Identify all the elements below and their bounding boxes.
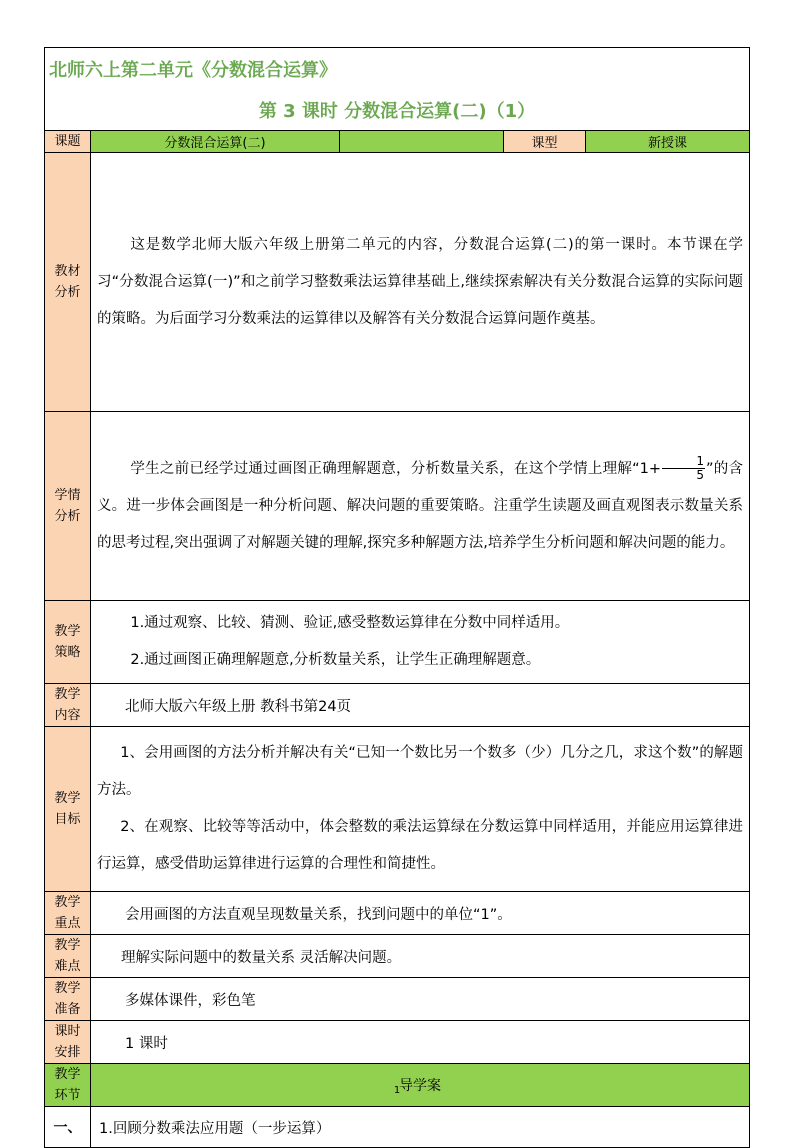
row-teaching-strategy: [45, 601, 750, 684]
textbook-analysis-text: 这是数学北师大版六年级上册第二单元的内容，分数混合运算(二)的第一课时。本节课在学习“分数混合运算(一)”和之前学习整数乘法运算律基础上,继续探索解决有关分数混合运算的实际问题的策略。为后面学习分数乘法的运算律以及解答有关分数混合运算问题作奠基。: [91, 153, 750, 412]
row-teaching-goals: [45, 727, 750, 892]
row-difficulties: [45, 935, 750, 978]
schedule-text: 1 课时: [91, 1021, 750, 1064]
textbook-analysis-label: 教材 分析: [45, 153, 91, 412]
teaching-strategy-text: 1.通过观察、比较、猜测、验证,感受整数运算律在分数中同样适用。 2.通过画图正确理解题意,分析数量关系，让学生正确理解题意。: [91, 601, 750, 684]
difficulties-label: 教学 难点: [45, 935, 91, 978]
row-step1: [45, 1107, 750, 1148]
key-points-text: 会用画图的方法直观呈现数量关系，找到问题中的单位“1”。: [91, 892, 750, 935]
preparation-label: 教学 准备: [45, 978, 91, 1021]
fraction: $\frac{1}{5}$: [662, 455, 705, 482]
topic-value-filler: [340, 131, 504, 153]
step1-label: 一、: [45, 1107, 91, 1148]
student-analysis-text: 学生之前已经学过通过画图正确理解题意，分析数量关系，在这个学情上理解“1+ $\frac{1}{5}$ ”的含义。进一步体会画图是一种分析问题、解决问题的重要策略。注重学生读题及画直观图表示数量关系的思考过程,突出强调了对解题关键的理解,探究多种解题方法,培养学生分析问题和解决问题的能力。: [91, 412, 750, 601]
stage-label: 教学 环节: [45, 1064, 91, 1107]
type-label: 课型: [504, 131, 586, 153]
row-key-points: [45, 892, 750, 935]
row-teaching-content: [45, 684, 750, 727]
page-number: 1: [393, 1085, 401, 1096]
teaching-content-text: 北师大版六年级上册 教科书第24页: [91, 684, 750, 727]
step1-text: 1.回顾分数乘法应用题（一步运算）: [91, 1107, 750, 1148]
key-points-label: 教学 重点: [45, 892, 91, 935]
difficulties-text: 理解实际问题中的数量关系 灵活解决问题。: [91, 935, 750, 978]
lesson-plan-table: [44, 47, 750, 1148]
info-row: [45, 131, 750, 153]
topic-label: 课题: [45, 131, 91, 153]
schedule-label: 课时 安排: [45, 1021, 91, 1064]
type-value: 新授课: [586, 131, 750, 153]
topic-value: 分数混合运算(二): [91, 131, 340, 153]
teaching-goals-label: 教学 目标: [45, 727, 91, 892]
document-title: 北师六上第二单元《分数混合运算》: [45, 48, 750, 91]
row-preparation: [45, 978, 750, 1021]
row-textbook-analysis: [45, 153, 750, 412]
student-analysis-label: 学情 分析: [45, 412, 91, 601]
teaching-strategy-label: 教学 策略: [45, 601, 91, 684]
stage-text: 导学案: [91, 1064, 750, 1107]
teaching-content-label: 教学 内容: [45, 684, 91, 727]
preparation-text: 多媒体课件，彩色笔: [91, 978, 750, 1021]
teaching-goals-text: 1、会用画图的方法分析并解决有关“已知一个数比另一个数多（少）几分之几，求这个数”的解题方法。 2、在观察、比较等等活动中，体会整数的乘法运算绿在分数运算中同样适用，并能应用运算律进行运算，感受借助运算律进行运算的合理性和简捷性。: [91, 727, 750, 892]
row-schedule: [45, 1021, 750, 1064]
row-student-analysis: [45, 412, 750, 601]
lesson-subtitle: 第 3 课时 分数混合运算(二)（1）: [45, 90, 750, 131]
